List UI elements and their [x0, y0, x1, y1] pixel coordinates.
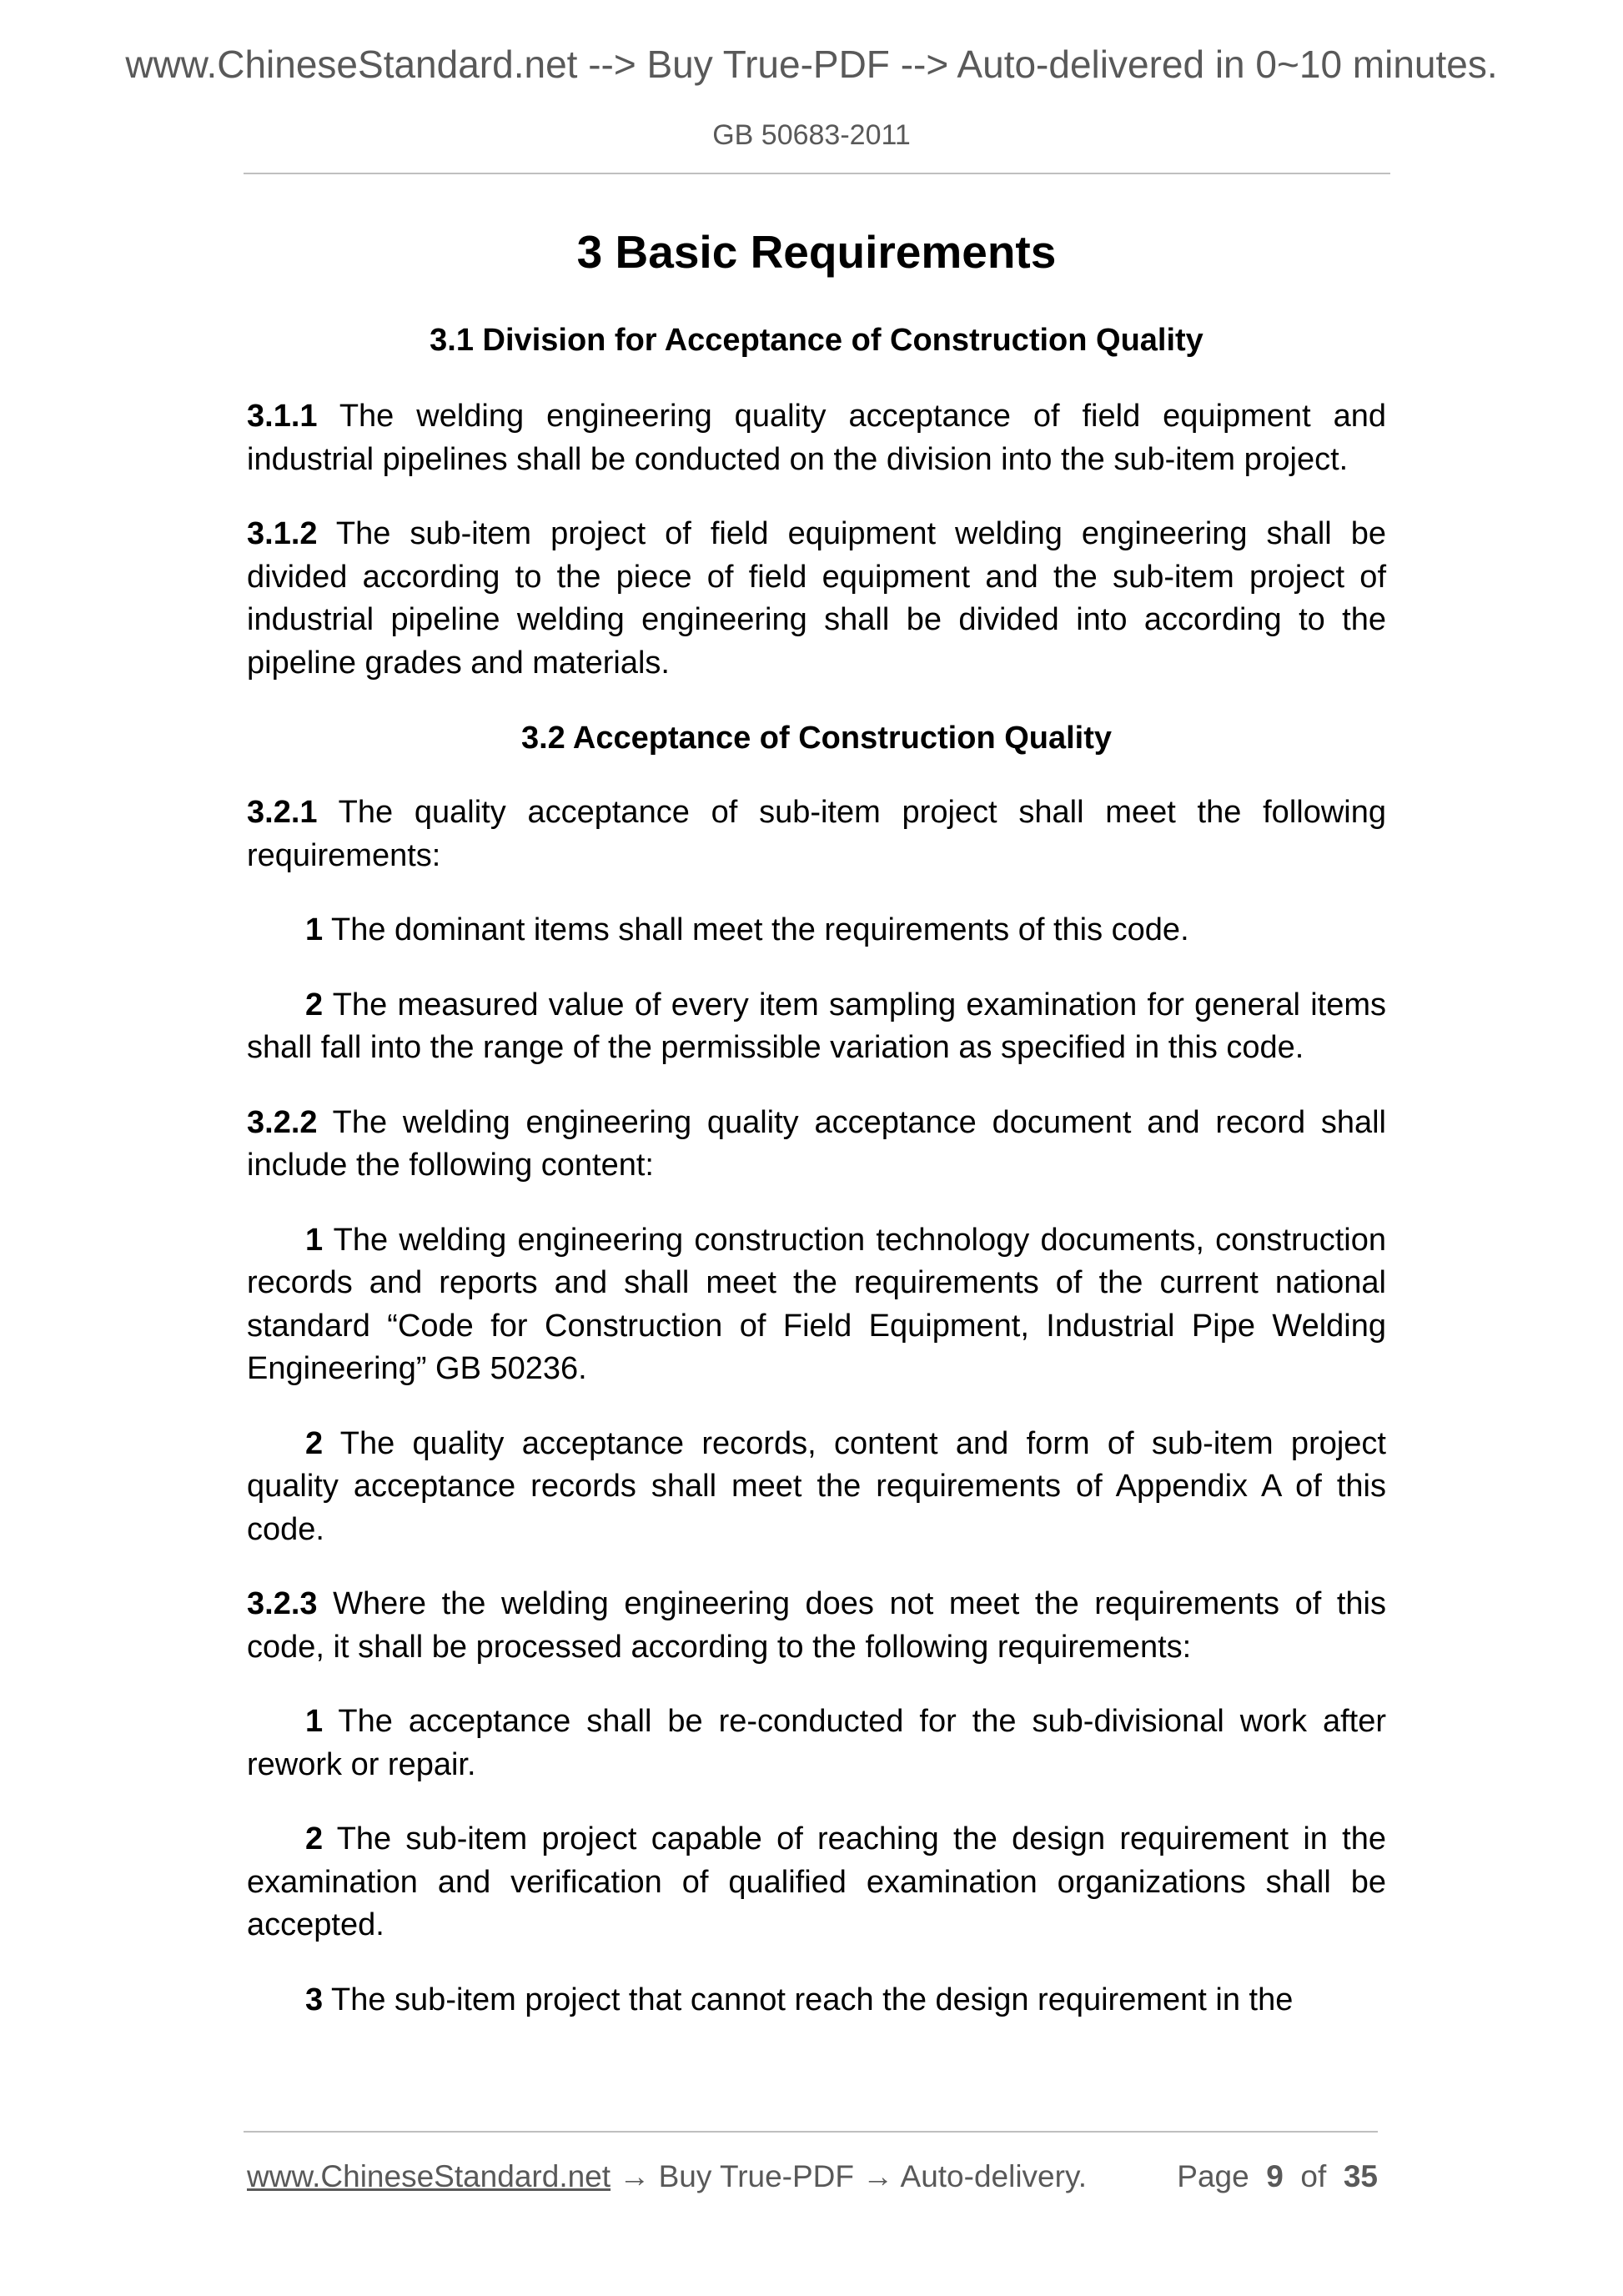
header-divider — [244, 173, 1390, 174]
of-label: of — [1300, 2159, 1327, 2193]
section-3-2-title: 3.2 Acceptance of Construction Quality — [520, 721, 1113, 756]
clause-3-1-1 — [247, 395, 1386, 481]
clause-3-2-2 — [247, 1102, 1386, 1188]
item-number: 3 — [305, 1982, 324, 2017]
clause-number: 3.1.1 — [247, 399, 318, 434]
clause-3-2-1 — [247, 791, 1386, 877]
item-number: 2 — [305, 1425, 324, 1461]
clause-text: The quality acceptance of sub-item project shall meet the following requirements: — [247, 795, 1386, 873]
page-footer — [247, 2154, 1378, 2199]
footer-promo-text: → Buy True-PDF → Auto-delivery. — [611, 2159, 1087, 2193]
footer-divider — [244, 2131, 1378, 2133]
document-code: GB 50683-2011 — [712, 119, 911, 151]
item-text: The measured value of every item sampling examination for general items shall fall into the range of the permissible variation as specified in this code. — [247, 987, 1386, 1065]
clause-number: 3.2.3 — [247, 1586, 318, 1621]
top-banner: www.ChineseStandard.net --> Buy True-PDF --> Auto-delivered in 0~10 minutes. — [125, 43, 1498, 86]
page-content — [247, 219, 1386, 2053]
clause-number: 3.2.2 — [247, 1104, 318, 1140]
clause-3-2-1-item-1 — [247, 909, 1386, 952]
item-number: 2 — [305, 987, 324, 1022]
item-number: 2 — [305, 1821, 324, 1856]
clause-3-2-3-item-2 — [247, 1818, 1386, 1947]
page-label: Page — [1177, 2159, 1249, 2193]
item-number: 1 — [305, 1222, 324, 1258]
clause-3-2-2-item-2 — [247, 1423, 1386, 1552]
clause-3-2-3-item-1 — [247, 1701, 1386, 1786]
clause-3-1-2 — [247, 513, 1386, 685]
item-number: 1 — [305, 1704, 324, 1739]
item-text: The welding engineering construction technology documents, construction records and reports and shall meet the requirements of the current national standard “Code for Construction of Field Equipment, Industrial Pipe Welding Engineering” GB 50236. — [247, 1222, 1386, 1386]
current-page-number: 9 — [1266, 2159, 1284, 2193]
clause-3-2-2-item-1 — [247, 1219, 1386, 1391]
item-text: The sub-item project that cannot reach the design requirement in the — [323, 1982, 1294, 2017]
clause-text: The sub-item project of field equipment welding engineering shall be divided according to the piece of field equipment and the sub-item project of industrial pipeline welding engineering shall be divided into according to the pipeline grades and materials. — [247, 516, 1386, 681]
item-text: The acceptance shall be re-conducted for the sub-divisional work after rework or repair. — [247, 1704, 1386, 1782]
clause-text: The welding engineering quality acceptance document and record shall include the following content: — [247, 1104, 1386, 1183]
clause-number: 3.1.2 — [247, 516, 318, 551]
chapter-title: 3 Basic Requirements — [576, 226, 1057, 278]
page-indicator — [1177, 2154, 1378, 2199]
footer-promo — [247, 2154, 1087, 2199]
clause-number: 3.2.1 — [247, 795, 318, 830]
item-text: The quality acceptance records, content and form of sub-item project quality acceptance records shall meet the requirements of Appendix A of this code. — [247, 1425, 1386, 1547]
clause-3-2-1-item-2 — [247, 984, 1386, 1070]
clause-3-2-3-item-3 — [247, 1979, 1386, 2022]
clause-text: Where the welding engineering does not meet the requirements of this code, it shall be processed according to the following requirements: — [247, 1586, 1386, 1665]
footer-website-link[interactable]: www.ChineseStandard.net — [247, 2159, 611, 2193]
clause-text: The welding engineering quality acceptance of field equipment and industrial pipelines shall be conducted on the division into the sub-item project. — [247, 399, 1386, 477]
section-3-1-title: 3.1 Division for Acceptance of Construction Quality — [430, 323, 1203, 358]
item-text: The sub-item project capable of reaching the design requirement in the examination and verification of qualified examination organizations shall be accepted. — [247, 1821, 1386, 1942]
clause-3-2-3 — [247, 1583, 1386, 1669]
item-text: The dominant items shall meet the requirements of this code. — [323, 912, 1189, 947]
item-number: 1 — [305, 912, 324, 947]
total-pages-number: 35 — [1343, 2159, 1378, 2193]
